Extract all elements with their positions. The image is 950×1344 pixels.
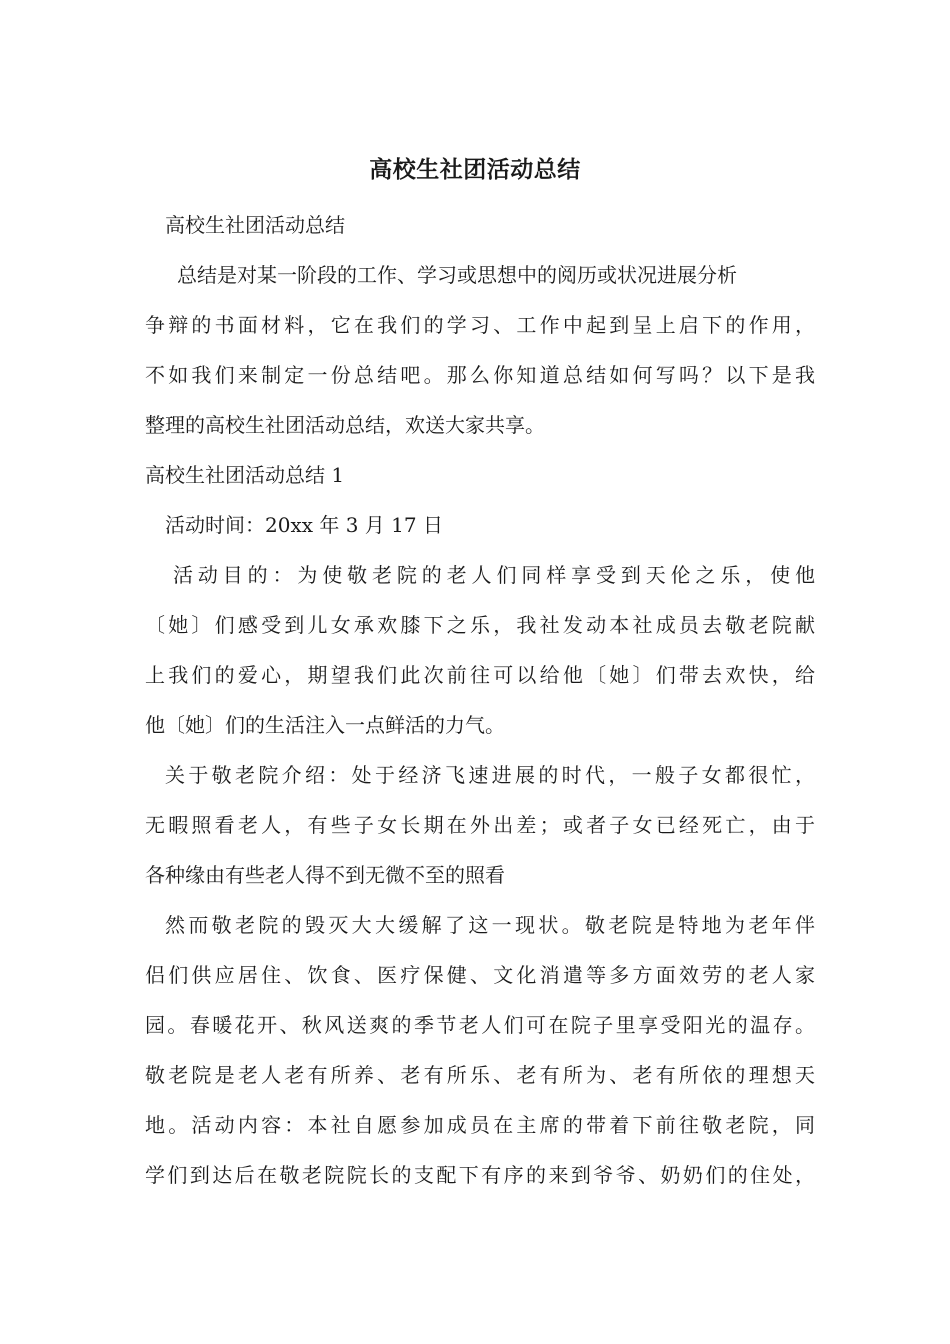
document-title: 高校生社团活动总结 bbox=[369, 156, 581, 183]
intro-line-3: 不如我们来制定一份总结吧。那么你知道总结如何写吗？以下是我 bbox=[145, 363, 815, 387]
intro-home-line-3: 各种缘由有些老人得不到无微不至的照看 bbox=[145, 863, 505, 887]
intro-line-2: 争辩的书面材料，它在我们的学习、工作中起到呈上启下的作用， bbox=[145, 313, 815, 337]
document-body bbox=[145, 205, 815, 1205]
section-heading: 高校生社团活动总结 1 bbox=[145, 463, 345, 487]
paragraph-line-6: 学们到达后在敬老院院长的支配下有序的来到爷爷、奶奶们的住处， bbox=[145, 1163, 815, 1187]
purpose-line-4: 他〔她〕们的生活注入一点鲜活的力气。 bbox=[145, 713, 505, 737]
paragraph-line-5: 地。活动内容：本社自愿参加成员在主席的带着下前往敬老院，同 bbox=[145, 1113, 815, 1137]
subtitle-line: 高校生社团活动总结 bbox=[165, 213, 345, 237]
intro-home-line-2: 无暇照看老人，有些子女长期在外出差；或者子女已经死亡，由于 bbox=[145, 813, 815, 837]
purpose-line-1: 活动目的：为使敬老院的老人们同样享受到天伦之乐，使他 bbox=[173, 563, 815, 587]
activity-time-line: 活动时间：20xx 年 3 月 17 日 bbox=[165, 513, 443, 537]
intro-home-line-1: 关于敬老院介绍：处于经济飞速进展的时代，一般子女都很忙， bbox=[165, 763, 815, 787]
intro-line-1: 总结是对某一阶段的工作、学习或思想中的阅历或状况进展分析 bbox=[177, 263, 737, 287]
paragraph-line-1: 然而敬老院的毁灭大大缓解了这一现状。敬老院是特地为老年伴 bbox=[165, 913, 815, 937]
paragraph-line-2: 侣们供应居住、饮食、医疗保健、文化消遣等多方面效劳的老人家 bbox=[145, 963, 815, 987]
purpose-line-3: 上我们的爱心，期望我们此次前往可以给他〔她〕们带去欢快，给 bbox=[145, 663, 815, 687]
purpose-line-2: 〔她〕们感受到儿女承欢膝下之乐，我社发动本社成员去敬老院献 bbox=[145, 613, 815, 637]
intro-line-4: 整理的高校生社团活动总结，欢送大家共享。 bbox=[145, 413, 545, 437]
paragraph-line-4: 敬老院是老人老有所养、老有所乐、老有所为、老有所依的理想天 bbox=[145, 1063, 815, 1087]
paragraph-line-3: 园。春暖花开、秋风送爽的季节老人们可在院子里享受阳光的温存。 bbox=[145, 1013, 815, 1037]
